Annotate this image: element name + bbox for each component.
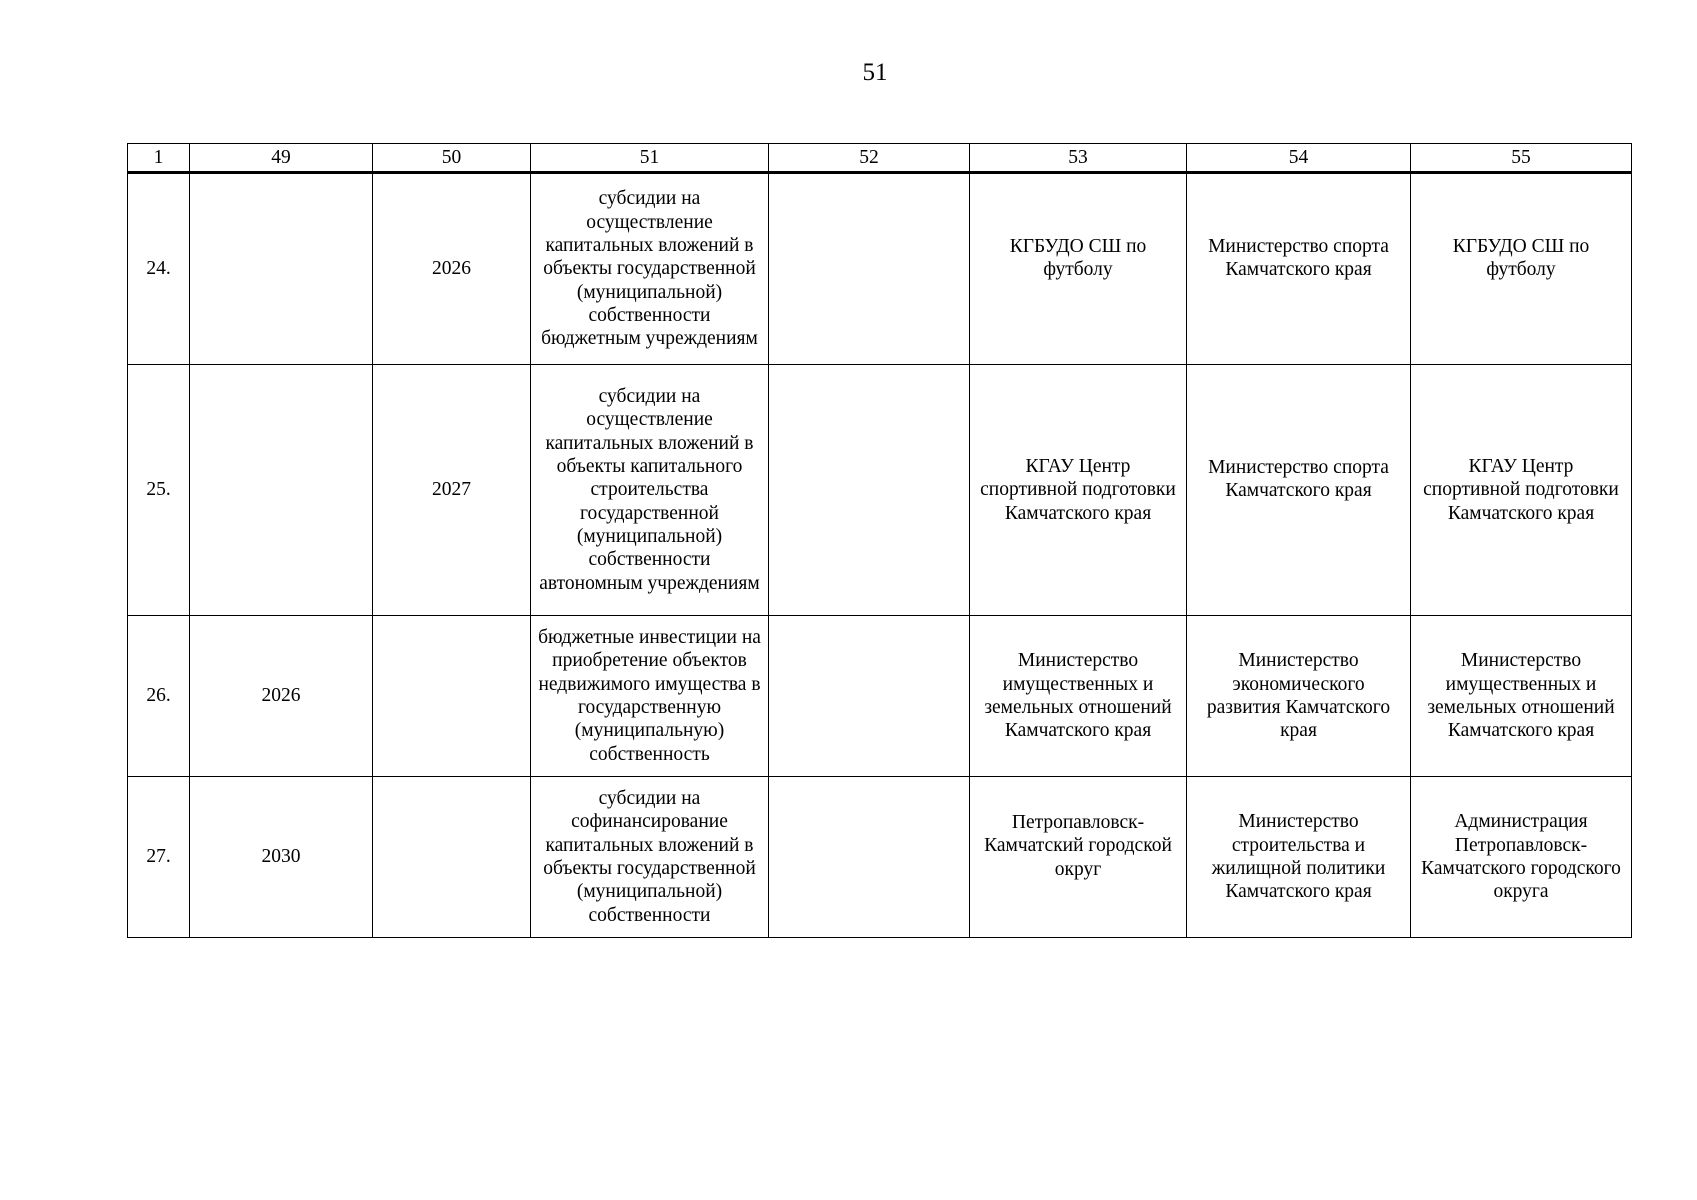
investment-type-cell: субсидии на софинансирование капитальных вложений в объекты государственной (муниципальной) собственности: [531, 777, 769, 938]
ministry-cell-54: Министерство строительства и жилищной политики Камчатского края: [1187, 777, 1411, 938]
year-cell-49: [190, 365, 373, 616]
row-number-cell: 27.: [128, 777, 190, 938]
table-row: [128, 365, 1632, 616]
investment-type-cell: субсидии на осуществление капитальных вложений в объекты государственной (муниципальной) собственности бюджетным учреждениям: [531, 173, 769, 365]
organization-cell-55: КГБУДО СШ по футболу: [1411, 173, 1632, 365]
organization-cell-53: КГБУДО СШ по футболу: [970, 173, 1187, 365]
data-table: [127, 143, 1632, 938]
table-row: [128, 616, 1632, 777]
year-cell-50: 2027: [373, 365, 531, 616]
empty-cell-52: [769, 173, 970, 365]
organization-cell-55: Министерство имущественных и земельных отношений Камчатского края: [1411, 616, 1632, 777]
empty-cell-52: [769, 777, 970, 938]
row-number-cell: 24.: [128, 173, 190, 365]
page-number: 51: [862, 59, 888, 86]
year-cell-49: [190, 173, 373, 365]
column-header-53: 53: [970, 144, 1187, 173]
ministry-cell-54: Министерство спорта Камчатского края: [1187, 173, 1411, 365]
column-header-1: 1: [128, 144, 190, 173]
organization-cell-55: КГАУ Центр спортивной подготовки Камчатского края: [1411, 365, 1632, 616]
organization-cell-53: Петропавловск- Камчатский городской округ: [970, 777, 1187, 938]
year-cell-49: 2026: [190, 616, 373, 777]
row-number-cell: 26.: [128, 616, 190, 777]
empty-cell-52: [769, 616, 970, 777]
column-header-52: 52: [769, 144, 970, 173]
investment-type-cell: бюджетные инвестиции на приобретение объектов недвижимого имущества в государственную (муниципальную) собственность: [531, 616, 769, 777]
table-row: [128, 777, 1632, 938]
ministry-cell-54: Министерство экономического развития Камчатского края: [1187, 616, 1411, 777]
year-cell-49: 2030: [190, 777, 373, 938]
column-header-54: 54: [1187, 144, 1411, 173]
row-number-cell: 25.: [128, 365, 190, 616]
table-row: [128, 173, 1632, 365]
year-cell-50: [373, 777, 531, 938]
column-header-55: 55: [1411, 144, 1632, 173]
header-row: [128, 144, 1632, 173]
organization-cell-53: КГАУ Центр спортивной подготовки Камчатского края: [970, 365, 1187, 616]
column-header-50: 50: [373, 144, 531, 173]
year-cell-50: [373, 616, 531, 777]
organization-cell-53: Министерство имущественных и земельных отношений Камчатского края: [970, 616, 1187, 777]
investment-type-cell: субсидии на осуществление капитальных вложений в объекты капитального строительства государственной (муниципальной) собственности автономным учреждениям: [531, 365, 769, 616]
year-cell-50: 2026: [373, 173, 531, 365]
organization-cell-55: Администрация Петропавловск- Камчатского городского округа: [1411, 777, 1632, 938]
column-header-49: 49: [190, 144, 373, 173]
ministry-cell-54: Министерство спорта Камчатского края: [1187, 365, 1411, 616]
empty-cell-52: [769, 365, 970, 616]
column-header-51: 51: [531, 144, 769, 173]
